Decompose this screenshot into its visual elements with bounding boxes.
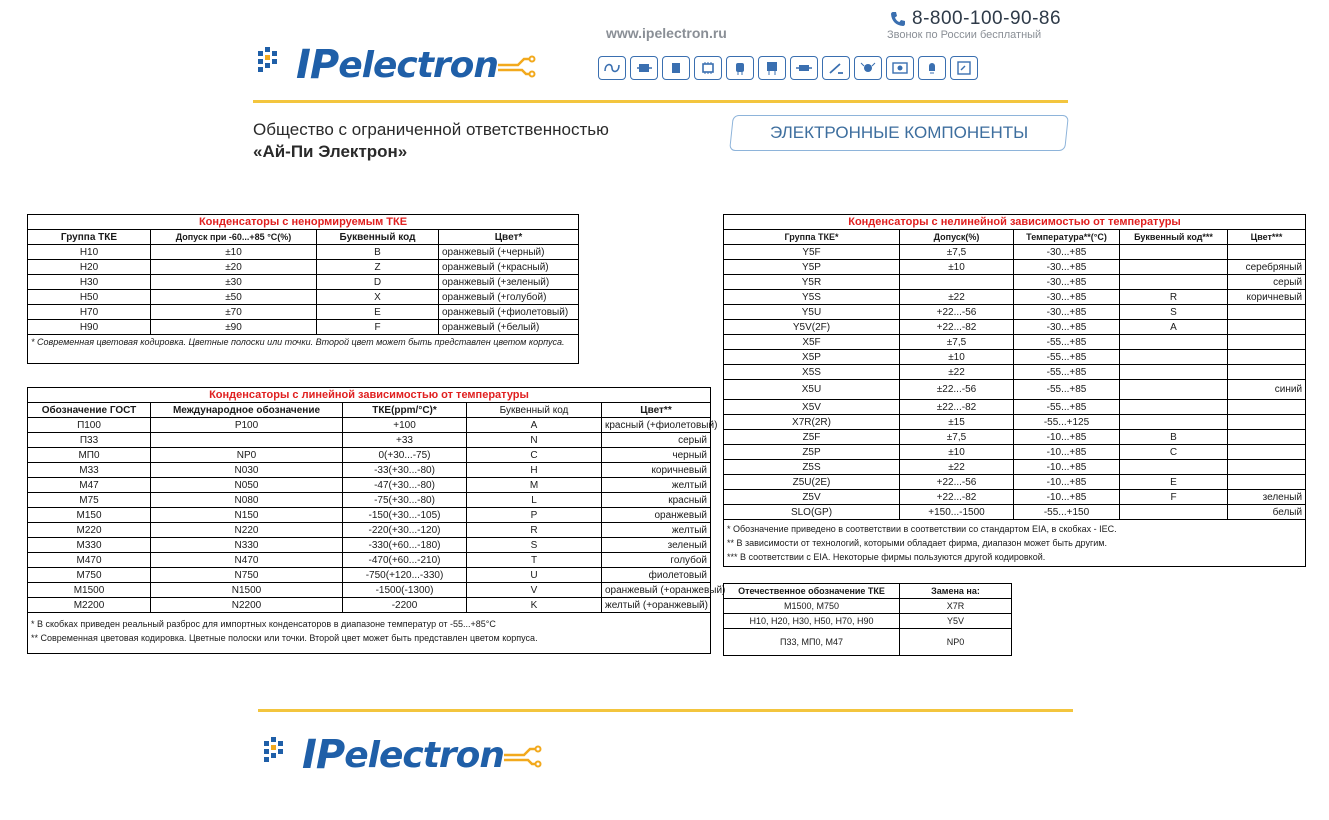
cell: ±22...-56 xyxy=(900,380,1014,400)
cell xyxy=(1120,505,1228,520)
cell: M xyxy=(467,478,602,493)
table-notes xyxy=(28,613,711,654)
badge-label: ЭЛЕКТРОННЫЕ КОМПОНЕНТЫ xyxy=(769,123,1029,142)
cell: П33 xyxy=(28,433,151,448)
table-row xyxy=(724,400,1306,415)
table-row xyxy=(724,475,1306,490)
cell: ±10 xyxy=(900,350,1014,365)
cell: +22...-82 xyxy=(900,320,1014,335)
note-line: * Обозначение приведено в соответствии в соответствии со стандартом EIA, в скобках - IEC. xyxy=(727,524,1117,534)
column-header: Цвет*** xyxy=(1228,230,1306,245)
cell: N470 xyxy=(151,553,343,568)
company-name: «Ай-Пи Электрон» xyxy=(253,142,408,161)
cell: М33 xyxy=(28,463,151,478)
table-row xyxy=(28,463,711,478)
cell: P100 xyxy=(151,418,343,433)
cell: -10...+85 xyxy=(1014,445,1120,460)
cell: X5V xyxy=(724,400,900,415)
cell: М1500 xyxy=(28,583,151,598)
cell: N150 xyxy=(151,508,343,523)
cell: -10...+85 xyxy=(1014,460,1120,475)
website-link[interactable]: www.ipelectron.ru xyxy=(606,25,727,41)
cell: коричневый xyxy=(602,463,711,478)
cell: C xyxy=(467,448,602,463)
cell: ±20 xyxy=(151,260,317,275)
column-header: Группа ТКЕ xyxy=(28,230,151,245)
cell: X xyxy=(317,290,439,305)
cell: -30...+85 xyxy=(1014,275,1120,290)
cell: NP0 xyxy=(900,629,1012,656)
cell: серый xyxy=(602,433,711,448)
cell: ±7,5 xyxy=(900,245,1014,260)
logo-mark-icon xyxy=(256,45,296,85)
cell: L xyxy=(467,493,602,508)
cell: М150 xyxy=(28,508,151,523)
table-notes xyxy=(724,520,1306,567)
table-row xyxy=(28,290,579,305)
cell: М47 xyxy=(28,478,151,493)
cell: М220 xyxy=(28,523,151,538)
cell: П33, МП0, М47 xyxy=(724,629,900,656)
board-icon[interactable] xyxy=(886,56,914,80)
phone-note: Звонок по России бесплатный xyxy=(887,29,1042,41)
cell: серый xyxy=(1228,275,1306,290)
cell: -55...+85 xyxy=(1014,365,1120,380)
cell: Y5P xyxy=(724,260,900,275)
cell xyxy=(1228,350,1306,365)
meter-icon[interactable] xyxy=(950,56,978,80)
cell: желтый xyxy=(602,478,711,493)
cell: Z5F xyxy=(724,430,900,445)
cell: ±15 xyxy=(900,415,1014,430)
cell: N1500 xyxy=(151,583,343,598)
table-row xyxy=(28,583,711,598)
ic-icon[interactable] xyxy=(694,56,722,80)
cell: P xyxy=(467,508,602,523)
cell: Y5V xyxy=(900,614,1012,629)
cell: Н70 xyxy=(28,305,151,320)
cell: М75 xyxy=(28,493,151,508)
cell: оранжевый xyxy=(602,508,711,523)
cell: МП0 xyxy=(28,448,151,463)
cell: белый xyxy=(1228,505,1306,520)
chip-icon[interactable] xyxy=(662,56,690,80)
cell: F xyxy=(1120,490,1228,505)
cell: красный (+фиолетовый) xyxy=(602,418,711,433)
table-title: Конденсаторы с линейной зависимостью от температуры xyxy=(28,388,711,403)
cell: М330 xyxy=(28,538,151,553)
table-row xyxy=(724,260,1306,275)
cell: ±22 xyxy=(900,460,1014,475)
cell: -47(+30...-80) xyxy=(343,478,467,493)
table-row xyxy=(28,493,711,508)
cell xyxy=(1228,460,1306,475)
cell xyxy=(1120,260,1228,275)
table-row xyxy=(28,260,579,275)
lamp-icon[interactable] xyxy=(918,56,946,80)
note-line: ** В зависимости от технологий, которыми обладает фирма, диапазон может быть другим. xyxy=(727,538,1107,548)
table-row xyxy=(28,245,579,260)
table-row xyxy=(724,599,1012,614)
cell: -10...+85 xyxy=(1014,430,1120,445)
cell: -2200 xyxy=(343,598,467,613)
table-row xyxy=(28,538,711,553)
cell: +22...-82 xyxy=(900,490,1014,505)
cell: Y5S xyxy=(724,290,900,305)
cell: серебряный xyxy=(1228,260,1306,275)
cell xyxy=(1120,275,1228,290)
cell: оранжевый (+красный) xyxy=(439,260,579,275)
note-line: ** Современная цветовая кодировка. Цветные полоски или точки. Второй цвет может быть представлен цветом корпуса. xyxy=(31,633,538,643)
cell: Y5U xyxy=(724,305,900,320)
cell: 0(+30...-75) xyxy=(343,448,467,463)
table-linear-tke xyxy=(27,387,726,654)
table-row xyxy=(724,320,1306,335)
table-replacement xyxy=(723,583,1012,656)
capacitor-icon[interactable] xyxy=(726,56,754,80)
cell: Y5R xyxy=(724,275,900,290)
table-row xyxy=(28,523,711,538)
cell: Н10, Н20, Н30, Н50, Н70, Н90 xyxy=(724,614,900,629)
cell: X5F xyxy=(724,335,900,350)
table-row xyxy=(724,275,1306,290)
cell: желтый (+оранжевый) xyxy=(602,598,711,613)
logo-ip: IP xyxy=(302,732,345,778)
cell: черный xyxy=(602,448,711,463)
cell: N030 xyxy=(151,463,343,478)
cell: -30...+85 xyxy=(1014,245,1120,260)
cell: -30...+85 xyxy=(1014,305,1120,320)
cell: ±70 xyxy=(151,305,317,320)
column-header: Международное обозначение xyxy=(151,403,343,418)
cell: N750 xyxy=(151,568,343,583)
cell: -75(+30...-80) xyxy=(343,493,467,508)
cell: -55...+85 xyxy=(1014,380,1120,400)
cell: -30...+85 xyxy=(1014,260,1120,275)
table-unnormalized-tke xyxy=(27,214,579,364)
cell: R xyxy=(467,523,602,538)
column-header: Группа ТКЕ* xyxy=(724,230,900,245)
table-row xyxy=(724,365,1306,380)
table-row xyxy=(28,568,711,583)
cell: X5S xyxy=(724,365,900,380)
phone-number[interactable]: 8-800-100-90-86 xyxy=(912,8,1062,29)
table-row xyxy=(28,553,711,568)
cell: N220 xyxy=(151,523,343,538)
cell xyxy=(1120,245,1228,260)
cell xyxy=(1120,460,1228,475)
cell: ±90 xyxy=(151,320,317,335)
logo-bottom xyxy=(262,732,542,778)
header-divider xyxy=(253,100,1068,103)
cell: NP0 xyxy=(151,448,343,463)
table-row xyxy=(724,629,1012,656)
cell: Н10 xyxy=(28,245,151,260)
components-badge[interactable] xyxy=(729,115,1069,151)
cell: оранжевый (+зеленый) xyxy=(439,275,579,290)
cell: -55...+85 xyxy=(1014,350,1120,365)
cell: N080 xyxy=(151,493,343,508)
circuit-trace-icon xyxy=(504,740,542,770)
cell: Z5P xyxy=(724,445,900,460)
cell: -55...+85 xyxy=(1014,400,1120,415)
column-header: Буквенный код*** xyxy=(1120,230,1228,245)
table-row xyxy=(28,508,711,523)
cell: ±10 xyxy=(900,445,1014,460)
cell xyxy=(151,433,343,448)
logo-word: electron xyxy=(338,44,499,86)
cell: +150...-1500 xyxy=(900,505,1014,520)
table-row xyxy=(28,418,711,433)
cell xyxy=(1120,415,1228,430)
cell: -55...+85 xyxy=(1014,335,1120,350)
cell xyxy=(1120,350,1228,365)
cell: М470 xyxy=(28,553,151,568)
cell: Z5V xyxy=(724,490,900,505)
cell: H xyxy=(467,463,602,478)
table-row xyxy=(724,430,1306,445)
cell: C xyxy=(1120,445,1228,460)
table-nonlinear-tke xyxy=(723,214,1306,567)
cell: -30...+85 xyxy=(1014,290,1120,305)
cell: ±7,5 xyxy=(900,430,1014,445)
cell: -55...+150 xyxy=(1014,505,1120,520)
cell xyxy=(1228,320,1306,335)
cell: B xyxy=(317,245,439,260)
cell: красный xyxy=(602,493,711,508)
cable-icon[interactable] xyxy=(598,56,626,80)
cell: оранжевый (+белый) xyxy=(439,320,579,335)
cell: синий xyxy=(1228,380,1306,400)
cell xyxy=(1228,430,1306,445)
cell: Н50 xyxy=(28,290,151,305)
table-row xyxy=(724,445,1306,460)
cell: +22...-56 xyxy=(900,305,1014,320)
cell: A xyxy=(1120,320,1228,335)
cell: +33 xyxy=(343,433,467,448)
cell: -10...+85 xyxy=(1014,490,1120,505)
cell: -470(+60...-210) xyxy=(343,553,467,568)
cell: -30...+85 xyxy=(1014,320,1120,335)
column-header: Буквенный код xyxy=(467,403,602,418)
cell: желтый xyxy=(602,523,711,538)
cell: E xyxy=(317,305,439,320)
cell: оранжевый (+голубой) xyxy=(439,290,579,305)
cell: зеленый xyxy=(602,538,711,553)
table-note: * Современная цветовая кодировка. Цветные полоски или точки. Второй цвет может быть представлен цветом корпуса. xyxy=(28,335,579,364)
cell xyxy=(1120,380,1228,400)
cell: -1500(-1300) xyxy=(343,583,467,598)
cell xyxy=(1120,335,1228,350)
cell: K xyxy=(467,598,602,613)
cell: ±22 xyxy=(900,290,1014,305)
cell: B xyxy=(1120,430,1228,445)
cell: Z5S xyxy=(724,460,900,475)
logo-ip: IP xyxy=(296,42,339,88)
cell: Z xyxy=(317,260,439,275)
cell: U xyxy=(467,568,602,583)
cell: X5P xyxy=(724,350,900,365)
cell: М2200 xyxy=(28,598,151,613)
cell: -33(+30...-80) xyxy=(343,463,467,478)
cell: ±50 xyxy=(151,290,317,305)
cell: S xyxy=(467,538,602,553)
company-line1: Общество с ограниченной ответственностью xyxy=(253,120,609,139)
cell: ±22 xyxy=(900,365,1014,380)
column-header: Замена на: xyxy=(900,584,1012,599)
phone-icon xyxy=(889,10,907,28)
column-header: Буквенный код xyxy=(317,230,439,245)
cell: V xyxy=(467,583,602,598)
cell: N2200 xyxy=(151,598,343,613)
cell: S xyxy=(1120,305,1228,320)
cell xyxy=(1228,415,1306,430)
cell: -55...+125 xyxy=(1014,415,1120,430)
cell: A xyxy=(467,418,602,433)
table-row xyxy=(724,460,1306,475)
cell: оранжевый (+оранжевый) xyxy=(602,583,711,598)
cell: +100 xyxy=(343,418,467,433)
cell: X7R(2R) xyxy=(724,415,900,430)
cell: -150(+30...-105) xyxy=(343,508,467,523)
table-row xyxy=(28,448,711,463)
table-row xyxy=(28,478,711,493)
led-icon[interactable] xyxy=(854,56,882,80)
table-row xyxy=(724,305,1306,320)
cell: оранжевый (+черный) xyxy=(439,245,579,260)
note-line: * В скобках приведен реальный разброс для импортных конденсаторов в диапазоне температур от -55...+85°С xyxy=(31,619,496,629)
cell: коричневый xyxy=(1228,290,1306,305)
soldering-icon[interactable] xyxy=(822,56,850,80)
cell: T xyxy=(467,553,602,568)
cell: E xyxy=(1120,475,1228,490)
table-row xyxy=(724,505,1306,520)
table-row xyxy=(724,290,1306,305)
table-row xyxy=(724,614,1012,629)
cell: ±22...-82 xyxy=(900,400,1014,415)
connector-icon[interactable] xyxy=(630,56,658,80)
cell: -220(+30...-120) xyxy=(343,523,467,538)
table-title: Конденсаторы с ненормируемым ТКЕ xyxy=(28,215,579,230)
column-header: Цвет* xyxy=(439,230,579,245)
table-row xyxy=(28,320,579,335)
table-row xyxy=(28,598,711,613)
column-header: ТКЕ(ppm/°C)* xyxy=(343,403,467,418)
column-header: Температура**(°С) xyxy=(1014,230,1120,245)
cell xyxy=(1120,400,1228,415)
table-row xyxy=(28,433,711,448)
table-row xyxy=(724,380,1306,400)
cell xyxy=(900,275,1014,290)
footer-divider xyxy=(258,709,1073,712)
cell xyxy=(1120,365,1228,380)
cell: зеленый xyxy=(1228,490,1306,505)
logo-mark-icon xyxy=(262,735,302,775)
cell: Н30 xyxy=(28,275,151,290)
note-line: *** В соответствии с EIA. Некоторые фирмы пользуются другой кодировкой. xyxy=(727,552,1046,562)
column-header: Отечественное обозначение ТКЕ xyxy=(724,584,900,599)
cell xyxy=(1228,445,1306,460)
cell xyxy=(1228,365,1306,380)
cell: ±30 xyxy=(151,275,317,290)
cell xyxy=(1228,400,1306,415)
cell: R xyxy=(1120,290,1228,305)
cell xyxy=(1228,245,1306,260)
cell: М750 xyxy=(28,568,151,583)
column-header: Обозначение ГОСТ xyxy=(28,403,151,418)
cell: П100 xyxy=(28,418,151,433)
cell: М1500, М750 xyxy=(724,599,900,614)
cell: -10...+85 xyxy=(1014,475,1120,490)
cell: Y5F xyxy=(724,245,900,260)
cell: фиолетовый xyxy=(602,568,711,583)
cell: +22...-56 xyxy=(900,475,1014,490)
logo-top xyxy=(256,42,536,88)
table-row xyxy=(724,490,1306,505)
cell: N330 xyxy=(151,538,343,553)
cell: X7R xyxy=(900,599,1012,614)
cell xyxy=(1228,475,1306,490)
circuit-trace-icon xyxy=(498,50,536,80)
cell xyxy=(1228,305,1306,320)
logo-word: electron xyxy=(344,734,505,776)
cell: оранжевый (+фиолетовый) xyxy=(439,305,579,320)
cell: ±10 xyxy=(900,260,1014,275)
cell: ±10 xyxy=(151,245,317,260)
cell: Y5V(2F) xyxy=(724,320,900,335)
category-icons xyxy=(598,56,978,80)
cell: Н20 xyxy=(28,260,151,275)
table-row xyxy=(724,350,1306,365)
column-header: Допуск при -60...+85 °С(%) xyxy=(151,230,317,245)
cell: X5U xyxy=(724,380,900,400)
resistor-icon[interactable] xyxy=(790,56,818,80)
cell: -750(+120...-330) xyxy=(343,568,467,583)
cell: F xyxy=(317,320,439,335)
cell: Z5U(2E) xyxy=(724,475,900,490)
cell xyxy=(1228,335,1306,350)
cell: N xyxy=(467,433,602,448)
column-header: Допуск(%) xyxy=(900,230,1014,245)
cell: -330(+60...-180) xyxy=(343,538,467,553)
cell: D xyxy=(317,275,439,290)
relay-icon[interactable] xyxy=(758,56,786,80)
table-row xyxy=(28,275,579,290)
table-row xyxy=(28,305,579,320)
table-row xyxy=(724,415,1306,430)
cell: SLO(GP) xyxy=(724,505,900,520)
table-title: Конденсаторы с нелинейной зависимостью от температуры xyxy=(724,215,1306,230)
cell: Н90 xyxy=(28,320,151,335)
table-row xyxy=(724,245,1306,260)
cell: голубой xyxy=(602,553,711,568)
column-header: Цвет** xyxy=(602,403,711,418)
cell: ±7,5 xyxy=(900,335,1014,350)
cell: N050 xyxy=(151,478,343,493)
table-row xyxy=(724,335,1306,350)
